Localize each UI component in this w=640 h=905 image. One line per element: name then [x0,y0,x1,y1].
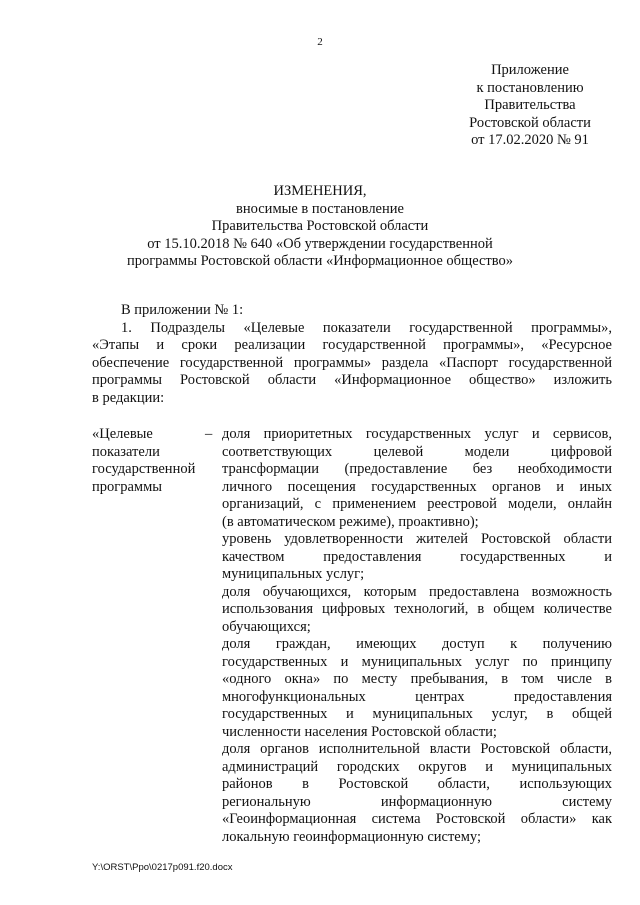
indicators-label [92,426,204,496]
indicator-line: личного посещения государственных органов и иных [222,478,612,495]
indicator-line: организаций, с применением реестровой модели, онлайн [222,496,612,512]
title-line: вносимые в постановление [236,200,404,217]
page-number: 2 [317,36,323,48]
intro-paragraph-line: в редакции: [92,389,165,406]
file-path-footer: Y:\ORST\Ppo\0217p091.f20.docx [92,862,233,873]
intro-section [92,302,612,407]
document-title [70,183,570,271]
indicator-line: доля граждан, имеющих доступ к получению [222,636,612,652]
title-line: Правительства Ростовской области [211,218,429,234]
indicator-line: соответствующих целевой модели цифровой [222,443,612,460]
indicator-line: использования цифровых технологий, в общем количестве [222,601,612,617]
indicator-line: доля обучающихся, которым предоставлена возможность [222,583,612,600]
indicator-line: (в автоматическом режиме), проактивно); [222,513,479,530]
indicators-label-line: «Целевые [92,426,153,442]
appendix-line: Ростовской области [469,114,591,131]
indicator-line: качеством предоставления государственных и [222,548,612,565]
indicator-line: региональную информационную систему [222,793,612,810]
indicators-dash: – [205,426,213,442]
indicator-line: «Геоинформационная система Ростовской области» как [222,811,612,827]
appendix-line: от 17.02.2020 № 91 [471,132,589,148]
indicator-line: доля приоритетных государственных услуг и сервисов, [222,426,612,442]
indicator-line: локальную геоинформационную систему; [222,828,482,845]
indicator-line: государственных и муниципальных услуг, в общей [222,706,612,722]
indicator-line: многофункциональных центрах предоставления [222,688,612,705]
indicator-line: муниципальных услуг; [222,566,365,582]
intro-line: В приложении № 1: [121,302,244,318]
indicators-list [222,426,612,846]
indicator-line: численности населения Ростовской области; [222,723,497,740]
intro-paragraph-line: обеспечение государственной программы» раздела «Паспорт государственной [92,354,612,371]
intro-paragraph-line: «Этапы и сроки реализации государственной программы», «Ресурсное [92,337,612,353]
indicator-line: обучающихся; [222,618,311,635]
indicator-line: администраций городских округов и муниципальных [222,758,612,775]
indicator-line: доля органов исполнительной власти Ростовской области, [222,741,612,757]
appendix-line: Правительства [484,97,576,113]
indicators-label-line: государственной [92,461,196,477]
intro-paragraph-line: 1. Подразделы «Целевые показатели государственной программы», [121,319,612,336]
indicator-line: уровень удовлетворенности жителей Ростовской области [222,531,612,547]
indicator-line: «одного окна» по месту пребывания, в том числе в [222,671,612,687]
title-line: от 15.10.2018 № 640 «Об утверждении государственной [147,235,493,252]
appendix-line: к постановлению [476,79,584,96]
indicator-line: трансформации (предоставление без необходимости [222,461,612,477]
indicator-line: районов в Ростовской области, использующих [222,776,612,792]
title-line: программы Ростовской области «Информационное общество» [126,253,514,269]
title-heading: ИЗМЕНЕНИЯ, [273,183,367,199]
appendix-header [430,62,630,150]
indicators-label-line: показатели [92,443,160,460]
indicators-label-line: программы [92,478,162,495]
appendix-line: Приложение [491,62,569,78]
indicator-line: государственных и муниципальных услуг по принципу [222,653,612,670]
intro-paragraph-line: программы Ростовской области «Информационное общество» изложить [92,372,612,388]
